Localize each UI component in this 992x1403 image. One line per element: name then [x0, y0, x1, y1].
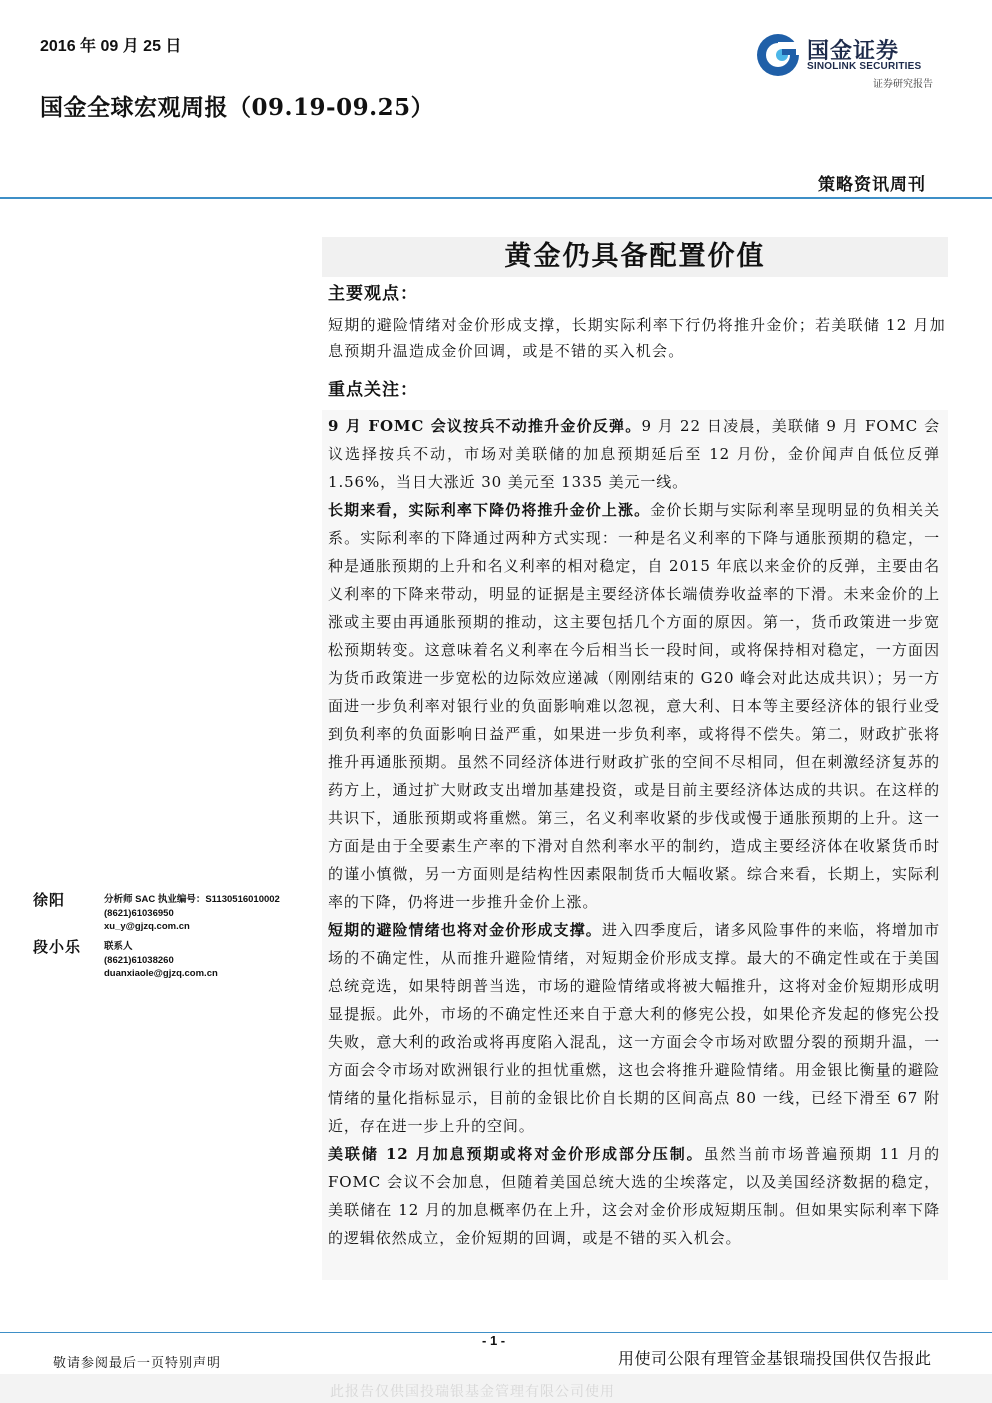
company-logo [755, 32, 950, 90]
paragraph [328, 916, 940, 1140]
disclaimer-text: 敬请参阅最后一页特别声明 [53, 1356, 222, 1371]
main-heading: 黄金仍具备配置价值 [322, 237, 948, 277]
logo-subtitle: 证券研究报告 [873, 79, 933, 90]
focus-label: 重点关注： [328, 380, 418, 400]
paragraph-text: 虽然当前市场普遍预期 11 月的 FOMC 会议不会加息，但随着美国总统大选的尘埃落定，以及美国经济数据的稳定，美联储在 12 月的加息概率仍在上升，这会对金价形成短期压制。但如果实际利率下降的逻辑依然成立，金价短期的回调，或是不错的买入机会。 [328, 1145, 941, 1247]
footer-notice: 用使司公限有理管金基银瑞投国供仅告报此 [618, 1351, 932, 1368]
paragraph-lead: 9 月 FOMC 会议按兵不动推升金价反弹。 [328, 417, 642, 435]
key-points-label: 主要观点： [328, 284, 418, 304]
paragraph-lead: 长期来看，实际利率下降仍将推升金价上涨。 [328, 501, 651, 519]
analyst-phone: (8621)61036950 [104, 907, 174, 919]
paragraph [328, 1140, 940, 1252]
analyst-info [104, 893, 280, 934]
header-divider [0, 197, 992, 199]
logo-name-en: SINOLINK SECURITIES [807, 61, 922, 72]
body-text [328, 412, 940, 1252]
sinolink-logo-icon [755, 32, 801, 78]
report-title: 国金全球宏观周报（09.19-09.25） [40, 94, 435, 121]
watermark-text: 此报告仅供国投瑞银基金管理有限公司使用 [330, 1384, 615, 1400]
report-category: 策略资讯周刊 [818, 175, 926, 195]
report-date: 2016 年 09 月 25 日 [40, 38, 182, 55]
analyst-info [104, 940, 218, 981]
analyst-name: 徐阳 [33, 891, 66, 909]
paragraph [328, 496, 940, 916]
paragraph-text: 金价长期与实际利率呈现明显的负相关关系。实际利率的下降通过两种方式实现：一种是名义利率的下降与通胀预期的稳定，一种是通胀预期的上升和名义利率的相对稳定，自 2015 年底以来金价的反弹，主要由名义利率的下降来带动，明显的证据是主要经济体长端债券收益率的下滑。未来金价的上涨或主要由再通胀预期的推动，这主要包括几个方面的原因。第一，货币政策进一步宽松预期转变。这意味着名义利率在今后相当长一段时间，或将保持相对稳定，一方面因为货币政策进一步宽松的边际效应递减（刚刚结束的 G20 峰会对此达成共识）；另一方面进一步负利率对银行业的负面影响难以忽视，意大利、日本等主要经济体的银行业受到负利率的负面影响日益严重，如果进一步负利率，或将得不偿失。第二，财政扩张将推升再通胀预期。虽然不同经济体进行财政扩张的空间不尽相同，但在刺激经济复苏的药方上，通过扩大财政支出增加基建投资，或是目前主要经济体达成的共识。在这样的共识下，通胀预期或将重燃。第三，名义利率收紧的步伐或慢于通胀预期的上升。这一方面是由于全要素生产率的下滑对自然利率水平的制约，造成主要经济体在收紧货币时的谨小慎微，另一方面则是结构性因素限制货币大幅收紧。综合来看，长期上，实际利率的下降，仍将进一步推升金价上涨。 [328, 501, 940, 911]
analyst-email[interactable]: xu_y@gjzq.com.cn [104, 921, 190, 932]
analyst-name: 段小乐 [33, 938, 82, 956]
paragraph-text: 进入四季度后，诸多风险事件的来临，将增加市场的不确定性，从而推升避险情绪，对短期金价形成支撑。最大的不确定性或在于美国总统竞选，如果特朗普当选，市场的避险情绪或将被大幅推升，这将对金价短期形成明显提振。此外，市场的不确定性还来自于意大利的修宪公投，如果伦齐发起的修宪公投失败，意大利的政治或将再度陷入混乱，这一方面会令市场对欧盟分裂的预期升温，一方面会令市场对欧洲银行业的担忧重燃，这也会将推升避险情绪。用金银比衡量的避险情绪的量化指标显示，目前的金银比价自长期的区间高点 80 一线，已经下滑至 67 附近，存在进一步上升的空间。 [328, 921, 940, 1135]
logo-name-cn: 国金证券 [807, 38, 900, 63]
analyst-phone: (8621)61038260 [104, 954, 174, 966]
paragraph [328, 412, 940, 496]
analyst-role: 分析师 SAC 执业编号：S1130516010002 [104, 894, 280, 905]
analyst-role: 联系人 [104, 941, 133, 952]
paragraph-lead: 美联储 12 月加息预期或将对金价形成部分压制。 [328, 1145, 704, 1163]
page-number: - 1 - [482, 1333, 506, 1348]
paragraph-text: 9 月 22 日凌晨，美联储 9 月 FOMC 会议选择按兵不动，市场对美联储的加息预期延后至 12 月份，金价闻声自低位反弹 1.56%，当日大涨近 30 美元至 1335 美元一线。 [328, 417, 940, 491]
analyst-email[interactable]: duanxiaole@gjzq.com.cn [104, 968, 218, 979]
paragraph-lead: 短期的避险情绪也将对金价形成支撑。 [328, 921, 602, 939]
summary-text: 短期的避险情绪对金价形成支撑，长期实际利率下行仍将推升金价；若美联储 12 月加息预期升温造成金价回调，或是不错的买入机会。 [328, 316, 946, 360]
